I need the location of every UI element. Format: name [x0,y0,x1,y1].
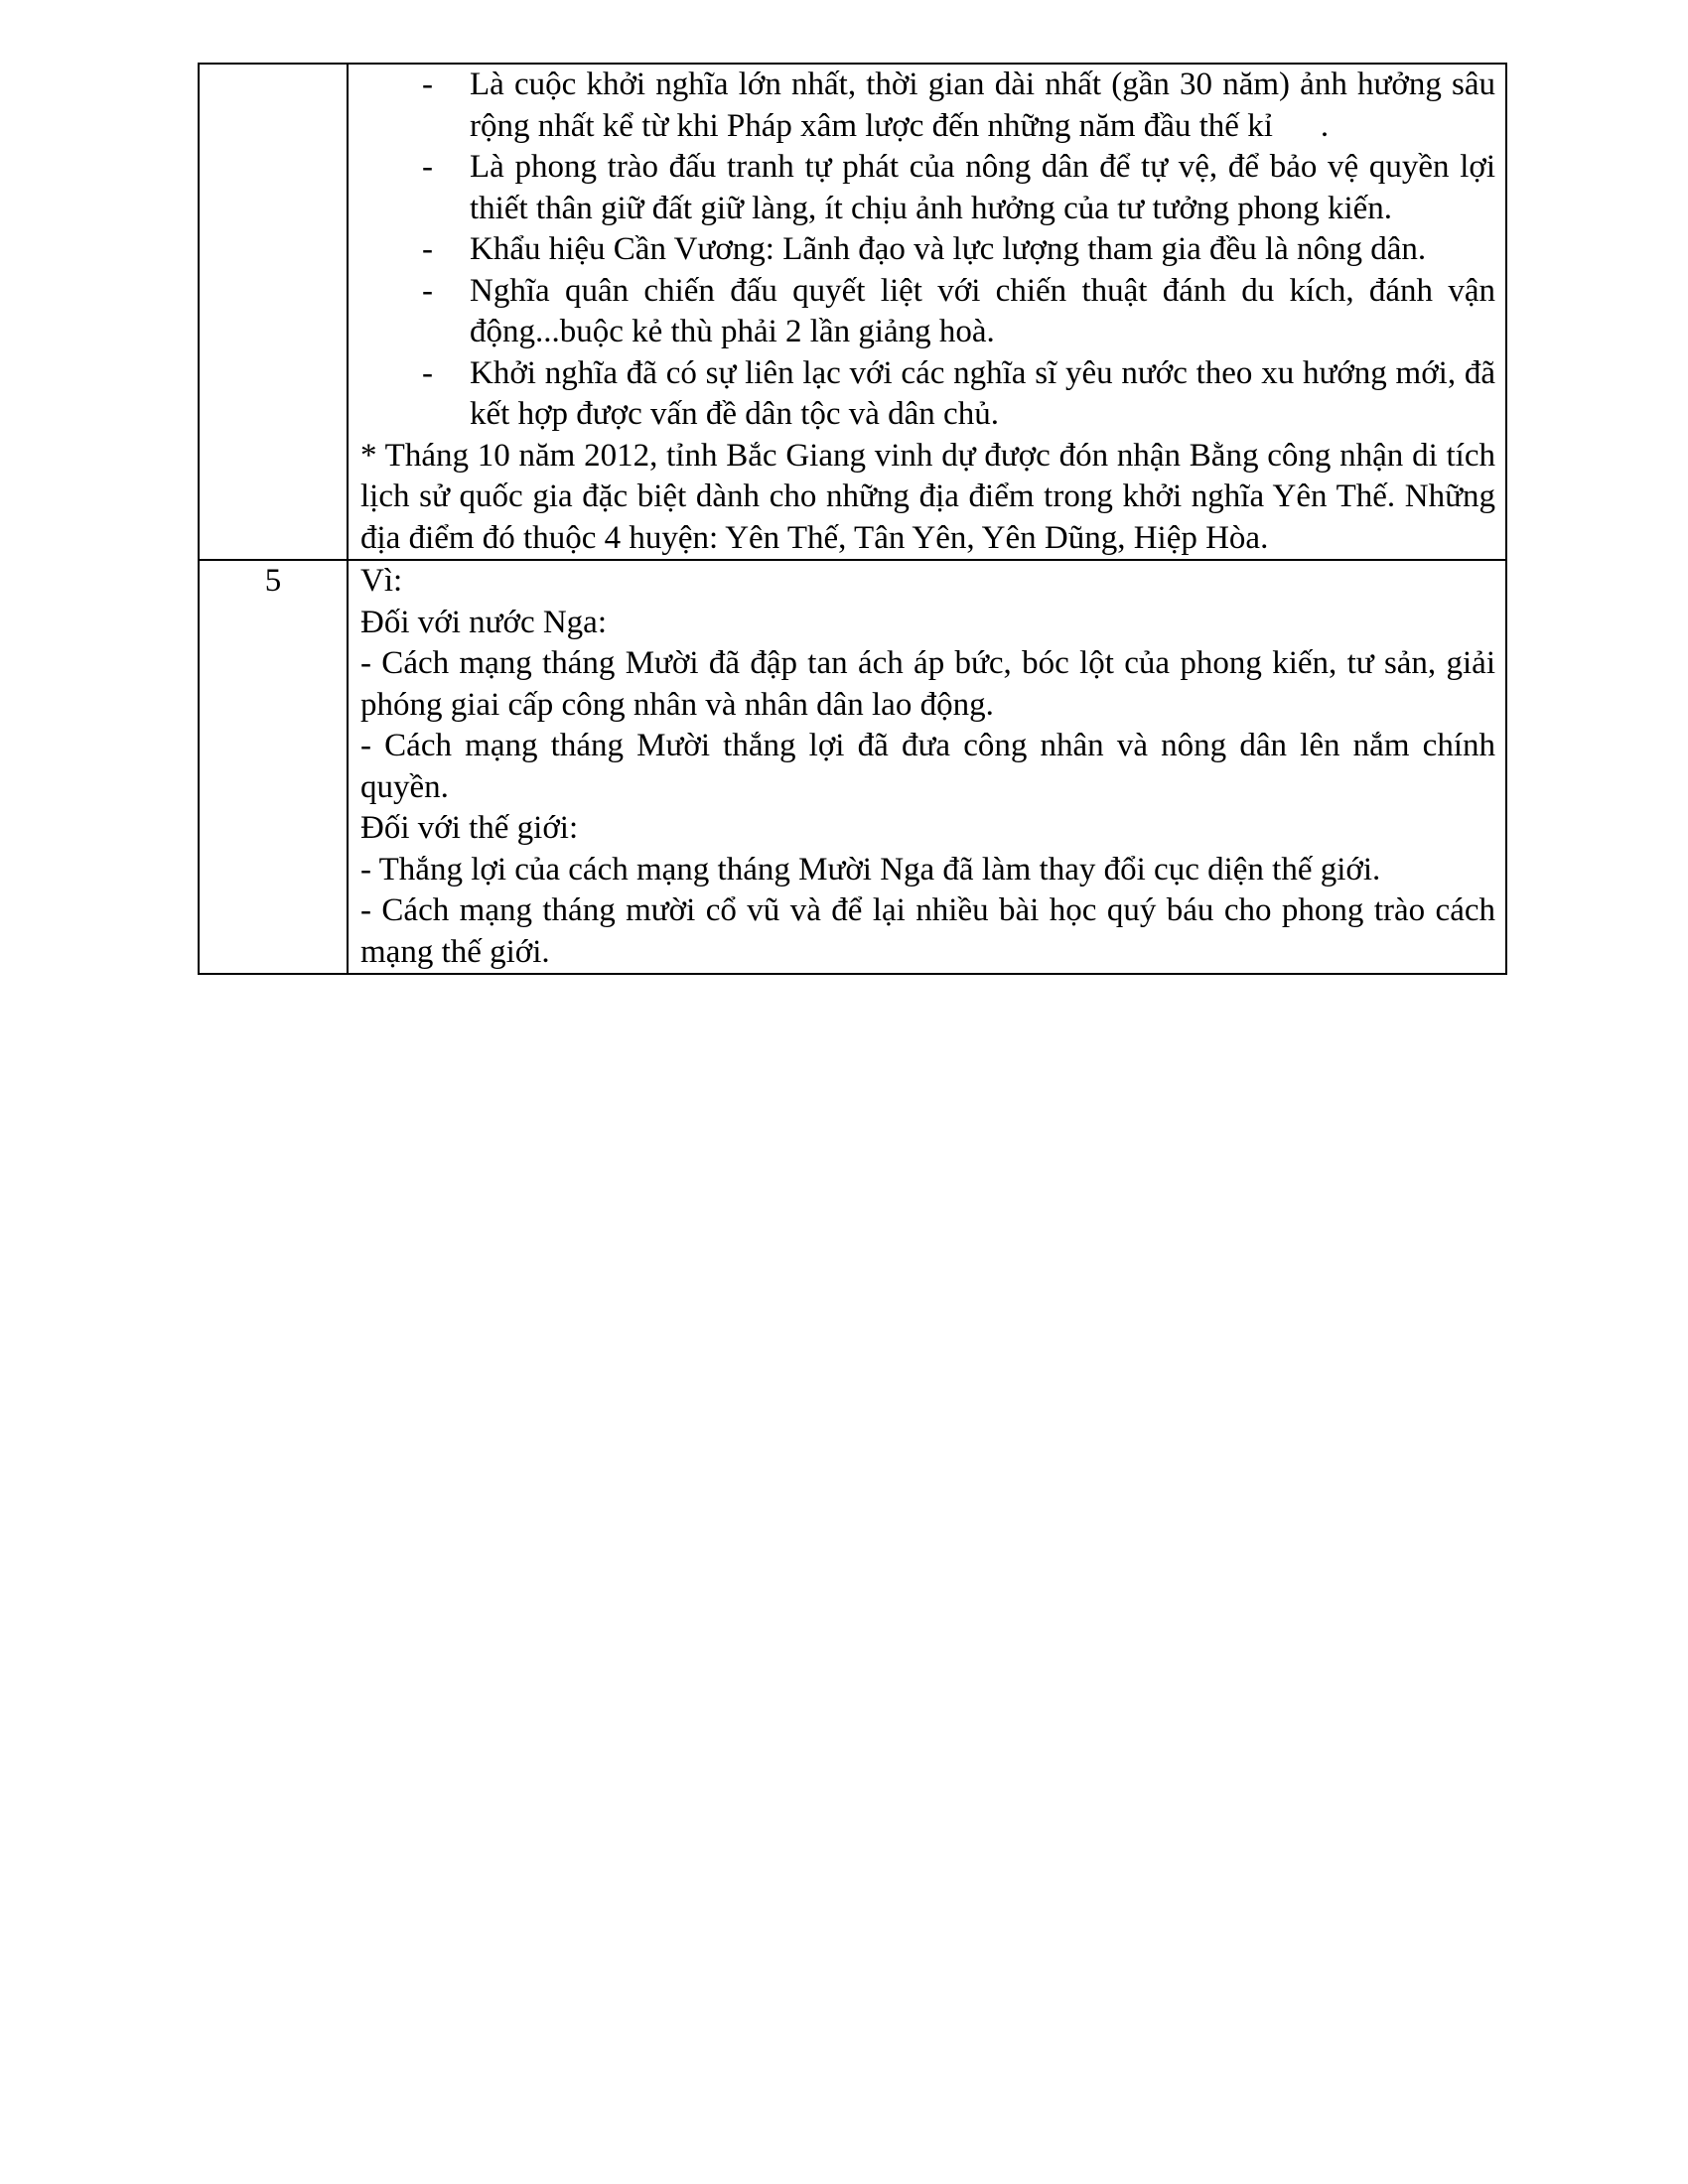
answer-line: - Cách mạng tháng Mười thắng lợi đã đưa công nhân và nông dân lên nắm chính quyền. [360,728,1495,805]
question-number-cell [199,64,348,560]
answer-table [198,63,1507,975]
answer-line: - Cách mạng tháng Mười đã đập tan ách áp bức, bóc lột của phong kiến, tư sản, giải phóng giai cấp công nhân và nhân dân lao động. [360,645,1495,723]
table-row [199,64,1506,560]
bullet-dash: - [422,272,433,309]
bullet-text: Khẩu hiệu Cần Vương: Lãnh đạo và lực lượng tham gia đều là nông dân. [470,231,1427,267]
bullet-text: Nghĩa quân chiến đấu quyết liệt với chiến thuật đánh du kích, đánh vận động...buộc kẻ thù phải 2 lần giảng hoà. [470,272,1495,349]
bullet-list [360,65,1495,436]
list-item [360,147,1495,229]
answer-line: Đối với thế giới: [360,810,579,846]
question-number: 5 [264,563,282,599]
table-row [199,560,1506,974]
bullet-dash: - [422,231,433,267]
answer-line: Đối với nước Nga: [360,604,607,640]
bullet-dash: - [422,354,433,391]
note-paragraph: * Tháng 10 năm 2012, tỉnh Bắc Giang vinh dự được đón nhận Bằng công nhận di tích lịch sử quốc gia đặc biệt dành cho những địa điểm trong khởi nghĩa Yên Thế. Những địa điểm đó thuộc 4 huyện: Yên Thế, Tân Yên, Yên Dũng, Hiệp Hòa. [360,437,1495,556]
bullet-tail: . [1320,107,1330,144]
list-item [360,65,1495,147]
bullet-text: Là phong trào đấu tranh tự phát của nông dân để tự vệ, để bảo vệ quyền lợi thiết thân giữ đất giữ làng, ít chịu ảnh hưởng của tư tưởng phong kiến. [470,149,1495,226]
bullet-text: Khởi nghĩa đã có sự liên lạc với các nghĩa sĩ yêu nước theo xu hướng mới, đã kết hợp được vấn đề dân tộc và dân chủ. [470,354,1495,432]
answer-content-cell [348,560,1506,974]
answer-line: Vì: [360,563,403,599]
answer-line: - Cách mạng tháng mười cổ vũ và để lại nhiều bài học quý báu cho phong trào cách mạng thế giới. [360,892,1495,970]
question-number-cell [199,560,348,974]
list-item [360,353,1495,436]
list-item [360,229,1495,271]
bullet-text: Là cuộc khởi nghĩa lớn nhất, thời gian dài nhất (gần 30 năm) ảnh hưởng sâu rộng nhất kể từ khi Pháp xâm lược đến những năm đầu thế kỉ [470,67,1495,144]
list-item [360,271,1495,353]
bullet-dash: - [422,149,433,185]
bullet-dash: - [422,67,433,102]
answer-content-cell [348,64,1506,560]
answer-line: - Thắng lợi của cách mạng tháng Mười Nga đã làm thay đổi cục diện thế giới. [360,851,1381,887]
